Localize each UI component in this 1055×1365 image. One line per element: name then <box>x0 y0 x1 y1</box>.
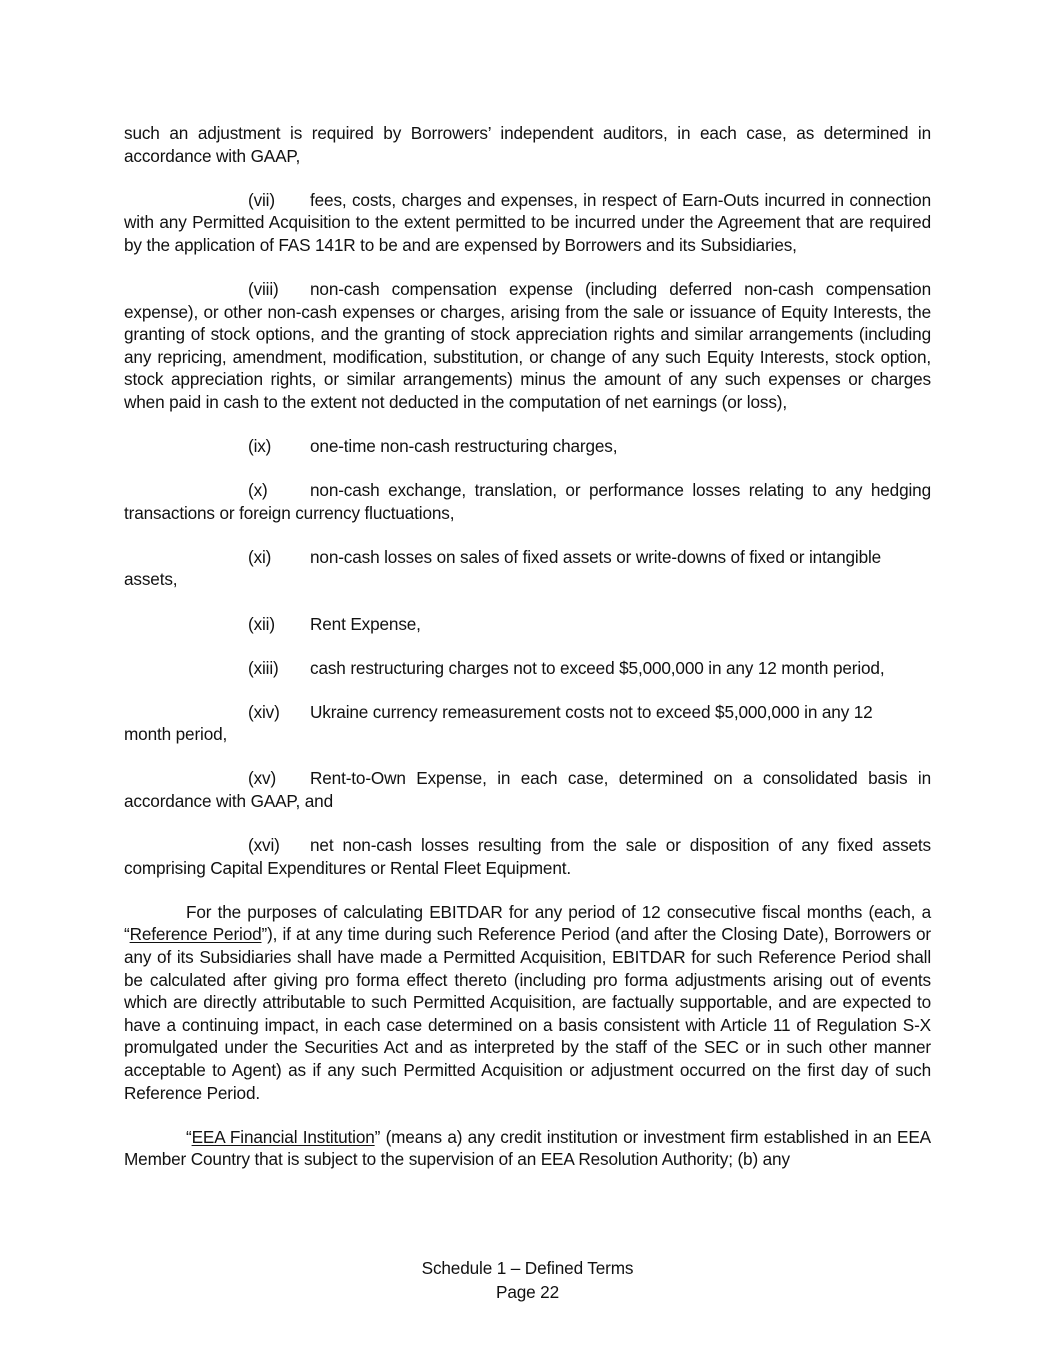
list-item-xiv-overflow <box>124 723 931 746</box>
open-quote: “ <box>186 1126 192 1147</box>
continuation-paragraph <box>124 122 931 167</box>
item-number: (ix) <box>248 436 272 457</box>
eea-financial-institution-paragraph <box>124 1126 931 1171</box>
list-item-ix <box>124 435 931 458</box>
list-item-xiii <box>124 657 931 680</box>
item-overflow-text: assets, <box>124 569 178 590</box>
item-text: Rent-to-Own Expense, in each case, determined on a consolidated basis in accordance with GAAP, and <box>124 768 931 811</box>
list-item-xiv <box>124 701 931 724</box>
footer-page-number: Page 22 <box>496 1281 559 1302</box>
footer-schedule-title: Schedule 1 – Defined Terms <box>421 1258 634 1278</box>
paragraph-text-after: ” (means a) any credit institution or investment firm established in an EEA Member Country that is subject to the supervision of an EEA Resolution Authority; (b) any <box>124 1126 931 1170</box>
reference-period-paragraph <box>124 901 931 1104</box>
item-number: (xv) <box>248 768 277 789</box>
document-page <box>124 122 931 1192</box>
item-text: net non-cash losses resulting from the sale or disposition of any fixed assets comprising Capital Expenditures or Rental Fleet Equipment. <box>124 835 931 878</box>
paragraph-text-after: ”), if at any time during such Reference Period (and after the Closing Date), Borrowers or any of its Subsidiaries shall have made a Permitted Acquisition, EBITDAR for such Reference Period shall be calculated after giving pro forma effect thereto (including pro forma adjustments arising out of events which are directly attributable to such Permitted Acquisition, are factually supportable, and are expected to have a continuing impact, in each case determined on a basis consistent with Article 11 of Regulation S-X promulgated under the Securities Act and as interpreted by the staff of the SEC or in such other manner acceptable to Agent) as if any such Permitted Acquisition or adjustment occurred on the first day of such Reference Period. <box>124 924 932 1103</box>
item-number: (viii) <box>248 278 279 299</box>
list-item-xi-overflow <box>124 568 931 591</box>
item-number: (xiv) <box>248 701 280 722</box>
item-number: (xii) <box>248 613 275 634</box>
defined-term-reference-period: Reference Period <box>129 924 262 945</box>
item-number: (xiii) <box>248 657 279 678</box>
defined-term-eea-financial-institution: EEA Financial Institution <box>191 1126 375 1147</box>
item-text: non-cash losses on sales of fixed assets or write-downs of fixed or intangible <box>310 546 882 567</box>
item-number: (xi) <box>248 546 272 567</box>
list-item-vii <box>124 189 931 257</box>
list-item-xi <box>124 546 931 569</box>
item-text: non-cash exchange, translation, or performance losses relating to any hedging transactions or foreign currency fluctuations, <box>124 480 931 523</box>
list-item-x <box>124 479 931 524</box>
item-text: Rent Expense, <box>310 613 421 634</box>
item-text: one-time non-cash restructuring charges, <box>310 436 618 457</box>
list-item-xv <box>124 767 931 812</box>
item-text: Ukraine currency remeasurement costs not to exceed $5,000,000 in any 12 <box>310 701 873 722</box>
item-text: non-cash compensation expense (including deferred non-cash compensation expense), or other non-cash expenses or charges, arising from the sale or issuance of Equity Interests, the granting of stock options, and the granting of stock appreciation rights and similar arrangements (including any repricing, amendment, modification, substitution, or change of any such Equity Interests, stock option, stock appreciation rights, or similar arrangements) minus the amount of any such expenses or charges when paid in cash to the extent not deducted in the computation of net earnings (or loss), <box>124 278 931 412</box>
continuation-text: such an adjustment is required by Borrowers’ independent auditors, in each case, as determined in accordance with GAAP, <box>124 123 931 166</box>
list-item-viii <box>124 278 931 414</box>
paragraph-text-before: For the purposes of calculating EBITDAR for any period of 12 consecutive fiscal months (each, a “ <box>124 901 931 945</box>
item-number: (xvi) <box>248 835 280 856</box>
page-footer <box>0 1257 1055 1304</box>
item-number: (x) <box>248 480 268 501</box>
item-text: fees, costs, charges and expenses, in respect of Earn-Outs incurred in connection with any Permitted Acquisition to the extent permitted to be incurred under the Agreement that are required by the application of FAS 141R to be and are expensed by Borrowers and its Subsidiaries, <box>124 189 931 255</box>
item-overflow-text: month period, <box>124 724 228 745</box>
list-item-xii <box>124 613 931 636</box>
item-text: cash restructuring charges not to exceed $5,000,000 in any 12 month period, <box>310 657 885 678</box>
list-item-xvi <box>124 834 931 879</box>
item-number: (vii) <box>248 189 275 210</box>
